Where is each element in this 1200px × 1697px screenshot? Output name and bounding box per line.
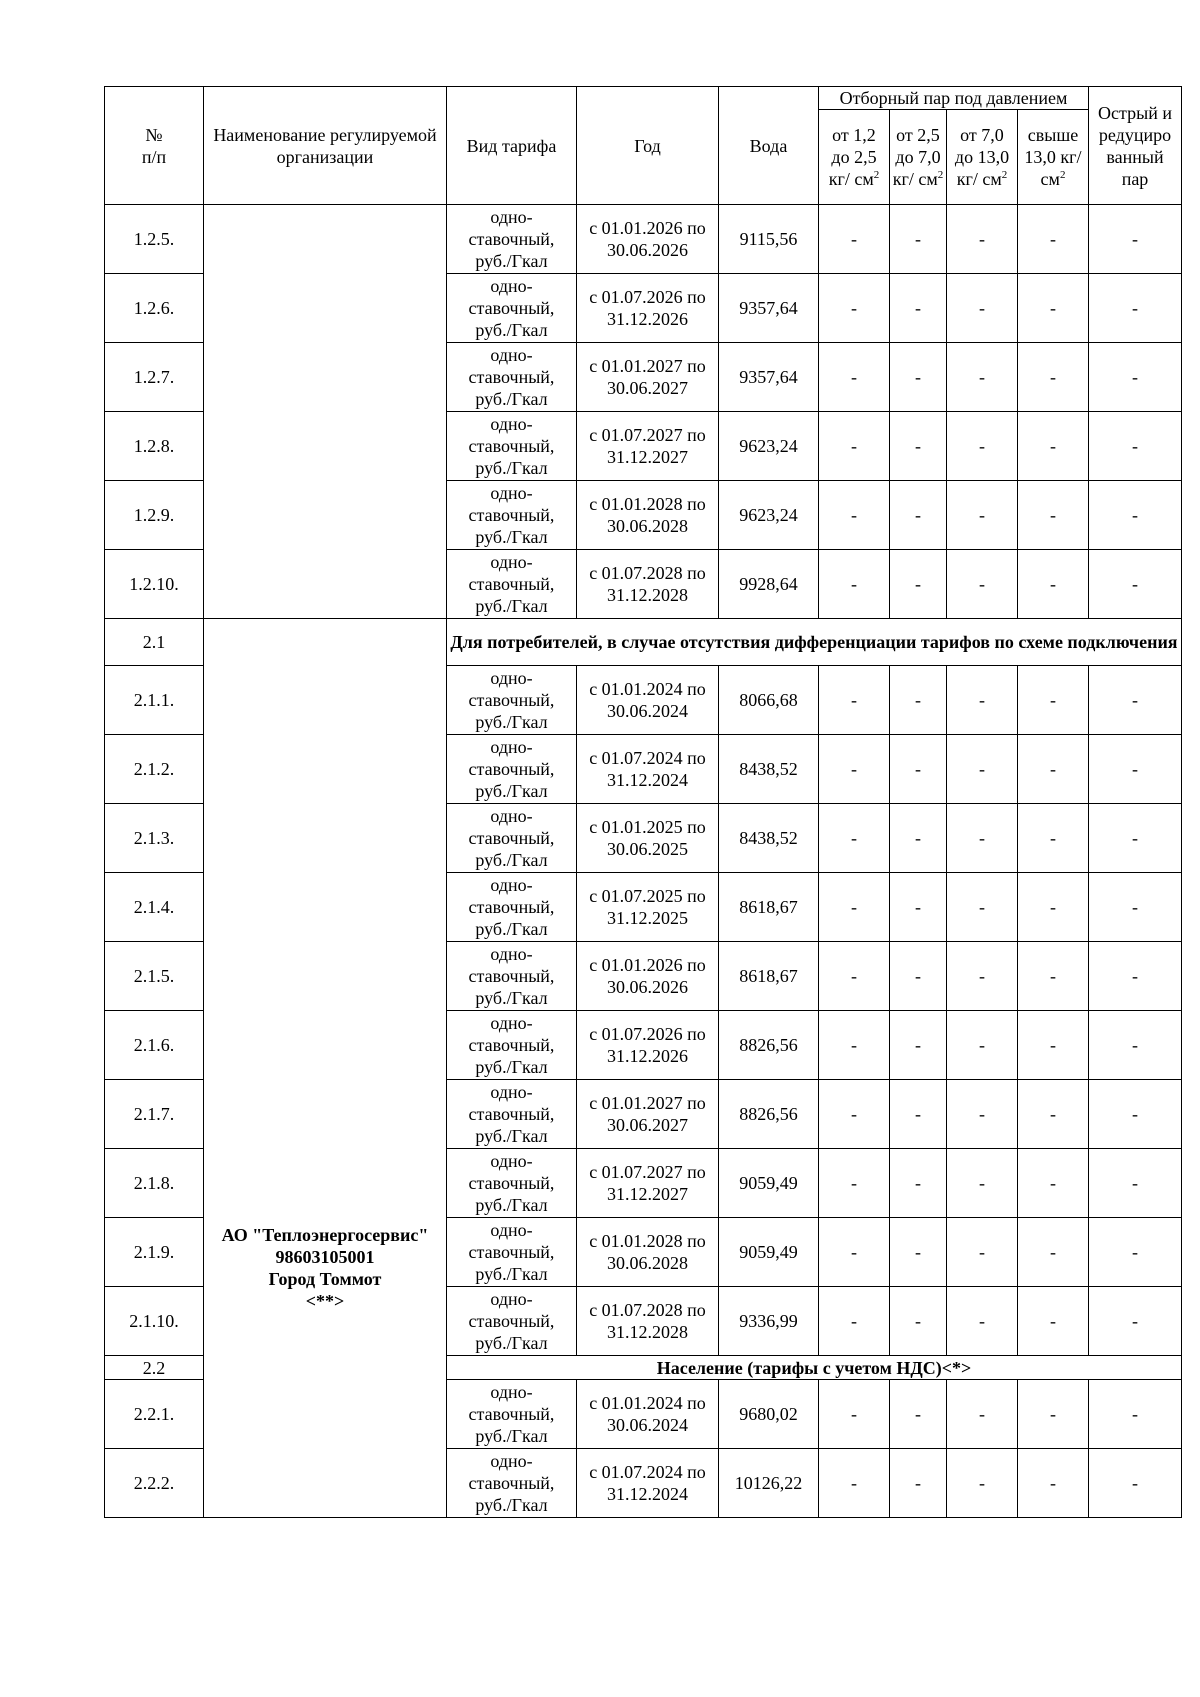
row-num: 2.1.8.: [105, 1149, 204, 1218]
period: с 01.01.2026 по 30.06.2026: [577, 205, 719, 274]
dash-cell: -: [890, 274, 947, 343]
dash-cell: -: [890, 481, 947, 550]
dash-cell: -: [890, 205, 947, 274]
dash-cell: -: [947, 274, 1018, 343]
dash-cell: -: [947, 942, 1018, 1011]
dash-cell: -: [890, 1011, 947, 1080]
dash-cell: -: [1089, 1011, 1182, 1080]
tariff-type: одно- ставочный, руб./Гкал: [447, 1149, 577, 1218]
row-num: 1.2.6.: [105, 274, 204, 343]
header-steam-col: от 2,5 до 7,0 кг/ $см^2$: [890, 110, 947, 205]
dash-cell: -: [819, 205, 890, 274]
org-note: <**>: [305, 1291, 345, 1311]
period: с 01.07.2024 по 31.12.2024: [577, 735, 719, 804]
tariff-type: одно- ставочный, руб./Гкал: [447, 1080, 577, 1149]
water-value: 8826,56: [719, 1011, 819, 1080]
dash-cell: -: [1018, 666, 1089, 735]
dash-cell: -: [819, 274, 890, 343]
dash-cell: -: [1089, 1287, 1182, 1356]
org-cell: [204, 619, 447, 1518]
tariff-type: одно- ставочный, руб./Гкал: [447, 205, 577, 274]
water-value: 9059,49: [719, 1149, 819, 1218]
org-cell-previous: [204, 205, 447, 619]
period: с 01.07.2024 по 31.12.2024: [577, 1449, 719, 1518]
dash-cell: -: [1089, 735, 1182, 804]
row-num: 1.2.7.: [105, 343, 204, 412]
row-num: 2.1.3.: [105, 804, 204, 873]
dash-cell: -: [890, 1149, 947, 1218]
tariff-type: одно- ставочный, руб./Гкал: [447, 1449, 577, 1518]
water-value: 8618,67: [719, 942, 819, 1011]
tariff-type: одно- ставочный, руб./Гкал: [447, 804, 577, 873]
dash-cell: -: [890, 804, 947, 873]
section-num: 2.1: [105, 619, 204, 666]
period: с 01.01.2027 по 30.06.2027: [577, 1080, 719, 1149]
dash-cell: -: [890, 942, 947, 1011]
dash-cell: -: [1089, 942, 1182, 1011]
dash-cell: -: [947, 205, 1018, 274]
water-value: 9623,24: [719, 481, 819, 550]
tariff-type: одно- ставочный, руб./Гкал: [447, 1380, 577, 1449]
dash-cell: -: [1089, 343, 1182, 412]
dash-cell: -: [819, 343, 890, 412]
dash-cell: -: [947, 1287, 1018, 1356]
period: с 01.07.2027 по 31.12.2027: [577, 412, 719, 481]
period: с 01.01.2027 по 30.06.2027: [577, 343, 719, 412]
dash-cell: -: [947, 343, 1018, 412]
table-row: [105, 205, 1182, 274]
header-steam-col: свыше 13,0 кг/ $см^2$: [1018, 110, 1089, 205]
header-steam-col: от 7,0 до 13,0 кг/ $см^2$: [947, 110, 1018, 205]
dash-cell: -: [947, 1011, 1018, 1080]
dash-cell: -: [947, 1218, 1018, 1287]
section-num: 2.2: [105, 1356, 204, 1380]
table-body: [105, 205, 1182, 1518]
section-title: Население (тарифы с учетом НДС)<*>: [447, 1356, 1182, 1380]
dash-cell: -: [890, 1080, 947, 1149]
row-num: 2.2.2.: [105, 1449, 204, 1518]
row-num: 2.1.4.: [105, 873, 204, 942]
dash-cell: -: [890, 1218, 947, 1287]
dash-cell: -: [1018, 873, 1089, 942]
dash-cell: -: [1018, 1380, 1089, 1449]
period: с 01.07.2028 по 31.12.2028: [577, 1287, 719, 1356]
row-num: 1.2.9.: [105, 481, 204, 550]
section-title: Для потребителей, в случае отсутствия дифференциации тарифов по схеме подключения: [447, 619, 1182, 666]
tariff-type: одно- ставочный, руб./Гкал: [447, 666, 577, 735]
row-num: 2.2.1.: [105, 1380, 204, 1449]
dash-cell: -: [947, 873, 1018, 942]
org-city: Город Томмот: [268, 1269, 382, 1289]
dash-cell: -: [1018, 205, 1089, 274]
period: с 01.01.2028 по 30.06.2028: [577, 481, 719, 550]
row-num: 2.1.10.: [105, 1287, 204, 1356]
dash-cell: -: [819, 1011, 890, 1080]
dash-cell: -: [819, 1149, 890, 1218]
dash-cell: -: [1018, 1080, 1089, 1149]
dash-cell: -: [890, 666, 947, 735]
water-value: 9357,64: [719, 343, 819, 412]
water-value: 9623,24: [719, 412, 819, 481]
tariff-type: одно- ставочный, руб./Гкал: [447, 735, 577, 804]
header-steam-group: Отборный пар под давлением: [819, 87, 1089, 110]
dash-cell: -: [947, 1449, 1018, 1518]
dash-cell: -: [1089, 274, 1182, 343]
water-value: 10126,22: [719, 1449, 819, 1518]
period: с 01.07.2026 по 31.12.2026: [577, 274, 719, 343]
period: с 01.07.2027 по 31.12.2027: [577, 1149, 719, 1218]
dash-cell: -: [1018, 412, 1089, 481]
dash-cell: -: [819, 550, 890, 619]
dash-cell: -: [819, 1080, 890, 1149]
row-num: 2.1.7.: [105, 1080, 204, 1149]
dash-cell: -: [1089, 481, 1182, 550]
water-value: 9115,56: [719, 205, 819, 274]
dash-cell: -: [947, 412, 1018, 481]
dash-cell: -: [890, 735, 947, 804]
dash-cell: -: [1018, 804, 1089, 873]
dash-cell: -: [1089, 1218, 1182, 1287]
dash-cell: -: [947, 666, 1018, 735]
tariff-type: одно- ставочный, руб./Гкал: [447, 1011, 577, 1080]
dash-cell: -: [1018, 1149, 1089, 1218]
tariff-type: одно- ставочный, руб./Гкал: [447, 412, 577, 481]
dash-cell: -: [819, 481, 890, 550]
dash-cell: -: [1089, 1380, 1182, 1449]
dash-cell: -: [890, 1380, 947, 1449]
org-name: АО "Теплоэнергосервис": [221, 1225, 429, 1245]
dash-cell: -: [1018, 481, 1089, 550]
dash-cell: -: [890, 343, 947, 412]
period: с 01.07.2025 по 31.12.2025: [577, 873, 719, 942]
dash-cell: -: [1089, 1080, 1182, 1149]
header-year: Год: [577, 87, 719, 205]
row-num: 2.1.1.: [105, 666, 204, 735]
dash-cell: -: [819, 873, 890, 942]
dash-cell: -: [819, 1287, 890, 1356]
tariff-type: одно- ставочный, руб./Гкал: [447, 873, 577, 942]
row-num: 2.1.6.: [105, 1011, 204, 1080]
dash-cell: -: [1018, 735, 1089, 804]
dash-cell: -: [819, 735, 890, 804]
tariff-type: одно- ставочный, руб./Гкал: [447, 550, 577, 619]
dash-cell: -: [947, 550, 1018, 619]
dash-cell: -: [1018, 274, 1089, 343]
dash-cell: -: [1089, 550, 1182, 619]
dash-cell: -: [1089, 205, 1182, 274]
dash-cell: -: [819, 1218, 890, 1287]
header-org: Наименование регулируемой организации: [204, 87, 447, 205]
tariff-type: одно- ставочный, руб./Гкал: [447, 481, 577, 550]
dash-cell: -: [890, 412, 947, 481]
period: с 01.07.2028 по 31.12.2028: [577, 550, 719, 619]
dash-cell: -: [890, 1287, 947, 1356]
org-inn: 98603105001: [275, 1247, 375, 1267]
dash-cell: -: [890, 550, 947, 619]
dash-cell: -: [1089, 412, 1182, 481]
dash-cell: -: [819, 942, 890, 1011]
header-water: Вода: [719, 87, 819, 205]
tariff-type: одно- ставочный, руб./Гкал: [447, 1218, 577, 1287]
row-num: 2.1.2.: [105, 735, 204, 804]
dash-cell: -: [1089, 1149, 1182, 1218]
dash-cell: -: [890, 873, 947, 942]
dash-cell: -: [1018, 550, 1089, 619]
header-steam-col: от 1,2 до 2,5 кг/ $см^2$: [819, 110, 890, 205]
dash-cell: -: [1089, 873, 1182, 942]
period: с 01.07.2026 по 31.12.2026: [577, 1011, 719, 1080]
tariff-table: [104, 86, 1182, 1518]
tariff-type: одно- ставочный, руб./Гкал: [447, 1287, 577, 1356]
dash-cell: -: [1089, 1449, 1182, 1518]
dash-cell: -: [947, 1080, 1018, 1149]
header-num: № п/п: [105, 87, 204, 205]
water-value: 8826,56: [719, 1080, 819, 1149]
dash-cell: -: [1089, 804, 1182, 873]
water-value: 9357,64: [719, 274, 819, 343]
dash-cell: -: [947, 481, 1018, 550]
period: с 01.01.2024 по 30.06.2024: [577, 666, 719, 735]
row-num: 1.2.10.: [105, 550, 204, 619]
dash-cell: -: [1018, 1449, 1089, 1518]
dash-cell: -: [1018, 1011, 1089, 1080]
dash-cell: -: [947, 804, 1018, 873]
dash-cell: -: [1018, 942, 1089, 1011]
water-value: 8066,68: [719, 666, 819, 735]
dash-cell: -: [890, 1449, 947, 1518]
header-sharp-steam: Острый и редуциро ванный пар: [1089, 87, 1182, 205]
water-value: 8438,52: [719, 804, 819, 873]
row-num: 1.2.5.: [105, 205, 204, 274]
tariff-type: одно- ставочный, руб./Гкал: [447, 343, 577, 412]
water-value: 8618,67: [719, 873, 819, 942]
dash-cell: -: [819, 412, 890, 481]
dash-cell: -: [1089, 666, 1182, 735]
dash-cell: -: [819, 1380, 890, 1449]
row-num: 2.1.5.: [105, 942, 204, 1011]
dash-cell: -: [819, 1449, 890, 1518]
period: с 01.01.2024 по 30.06.2024: [577, 1380, 719, 1449]
period: с 01.01.2026 по 30.06.2026: [577, 942, 719, 1011]
dash-cell: -: [947, 1149, 1018, 1218]
dash-cell: -: [947, 735, 1018, 804]
water-value: 9928,64: [719, 550, 819, 619]
dash-cell: -: [1018, 1218, 1089, 1287]
section-row-2-1: [105, 619, 1182, 666]
dash-cell: -: [819, 666, 890, 735]
row-num: 1.2.8.: [105, 412, 204, 481]
header-tariff-type: Вид тарифа: [447, 87, 577, 205]
dash-cell: -: [947, 1380, 1018, 1449]
tariff-type: одно- ставочный, руб./Гкал: [447, 274, 577, 343]
period: с 01.01.2028 по 30.06.2028: [577, 1218, 719, 1287]
row-num: 2.1.9.: [105, 1218, 204, 1287]
dash-cell: -: [819, 804, 890, 873]
tariff-type: одно- ставочный, руб./Гкал: [447, 942, 577, 1011]
dash-cell: -: [1018, 1287, 1089, 1356]
period: с 01.01.2025 по 30.06.2025: [577, 804, 719, 873]
water-value: 9059,49: [719, 1218, 819, 1287]
water-value: 9680,02: [719, 1380, 819, 1449]
water-value: 9336,99: [719, 1287, 819, 1356]
water-value: 8438,52: [719, 735, 819, 804]
dash-cell: -: [1018, 343, 1089, 412]
